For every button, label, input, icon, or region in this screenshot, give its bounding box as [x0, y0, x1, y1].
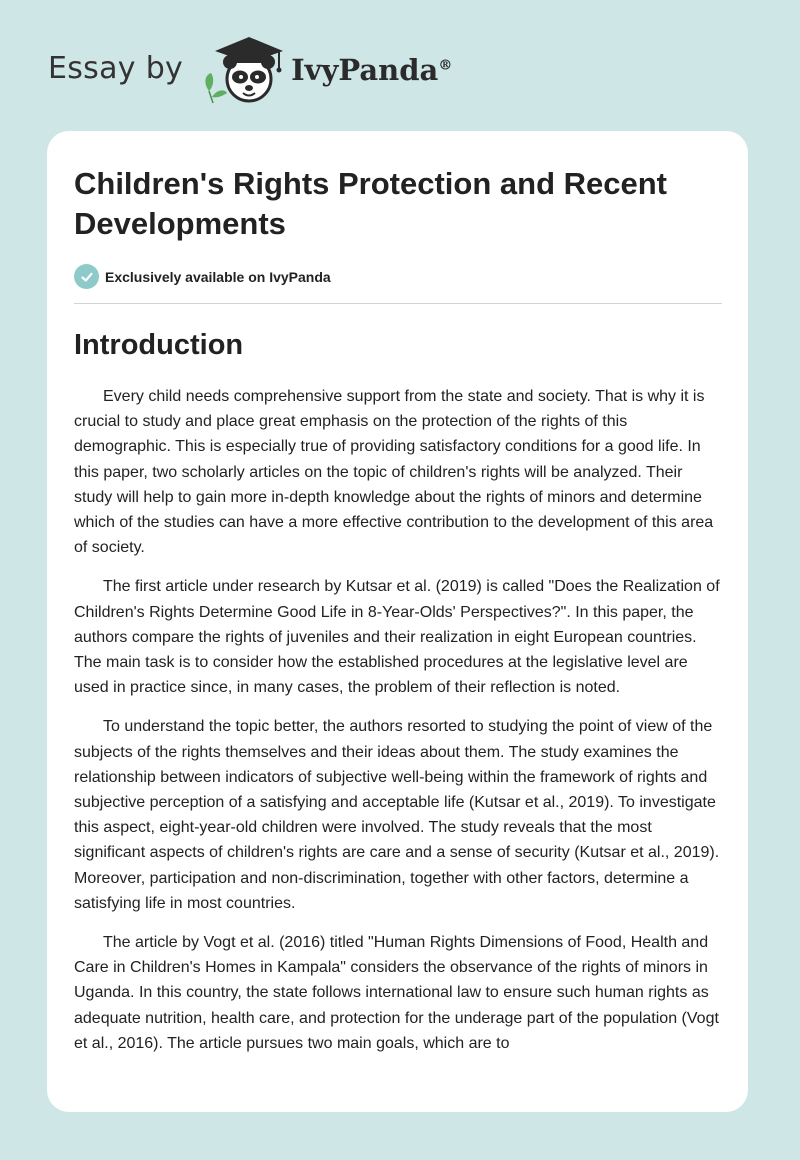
article-card	[47, 131, 748, 1112]
check-circle-icon	[74, 264, 99, 289]
page-title: Children's Rights Protection and Recent Developments	[74, 166, 667, 241]
site-header-logo[interactable]	[48, 36, 452, 106]
essay-by-label: Essay by	[48, 50, 184, 86]
brand-name: IvyPanda®	[291, 53, 453, 87]
divider	[74, 303, 722, 304]
paragraph: To understand the topic better, the authors resorted to studying the point of view of the subjects of the rights themselves and their ideas about them. The study examines the relationship between indicators of subjective well-being within the framework of rights and subjective perception of a satisfying and acceptable life (Kutsar et al., 2019). To investigate this aspect, eight-year-old children were involved. The study reveals that the most significant aspects of children's rights are care and a sense of security (Kutsar et al., 2019). Moreover, participation and non-discrimination, together with other factors, determine a satisfying life in most countries.	[74, 718, 720, 912]
panda-graduate-icon	[199, 35, 287, 107]
paragraph: The article by Vogt et al. (2016) titled "Human Rights Dimensions of Food, Health and Care in Children's Homes in Kampala" considers the observance of the rights of minors in Uganda. In this country, the state follows international law to ensure such human rights as adequate nutrition, health care, and protection for the underage part of the population (Vogt et al., 2016). The article pursues two main goals, which are to	[74, 934, 719, 1052]
paragraph: Every child needs comprehensive support from the state and society. That is why it is crucial to study and place great emphasis on the protection of the rights of this demographic. This is especially true of providing satisfactory conditions for a good life. In this paper, two scholarly articles on the topic of children's rights will be analyzed. Their study will help to gain more in-depth knowledge about the rights of minors and determine which of the studies can have a more effective contribution to the development of this area of society.	[74, 388, 714, 557]
exclusive-badge-label: Exclusively available on IvyPanda	[105, 268, 331, 285]
paragraph: The first article under research by Kutsar et al. (2019) is called "Does the Realization of Children's Rights Determine Good Life in 8-Year-Olds' Perspectives?". In this paper, the authors compare the rights of juveniles and their realization in eight European countries. The main task is to consider how the established procedures at the legislative level are used in practice since, in many cases, the problem of their reflection is noted.	[74, 578, 720, 697]
exclusive-badge	[74, 264, 331, 289]
section-heading: Introduction	[74, 329, 244, 361]
article-body	[74, 384, 722, 1070]
